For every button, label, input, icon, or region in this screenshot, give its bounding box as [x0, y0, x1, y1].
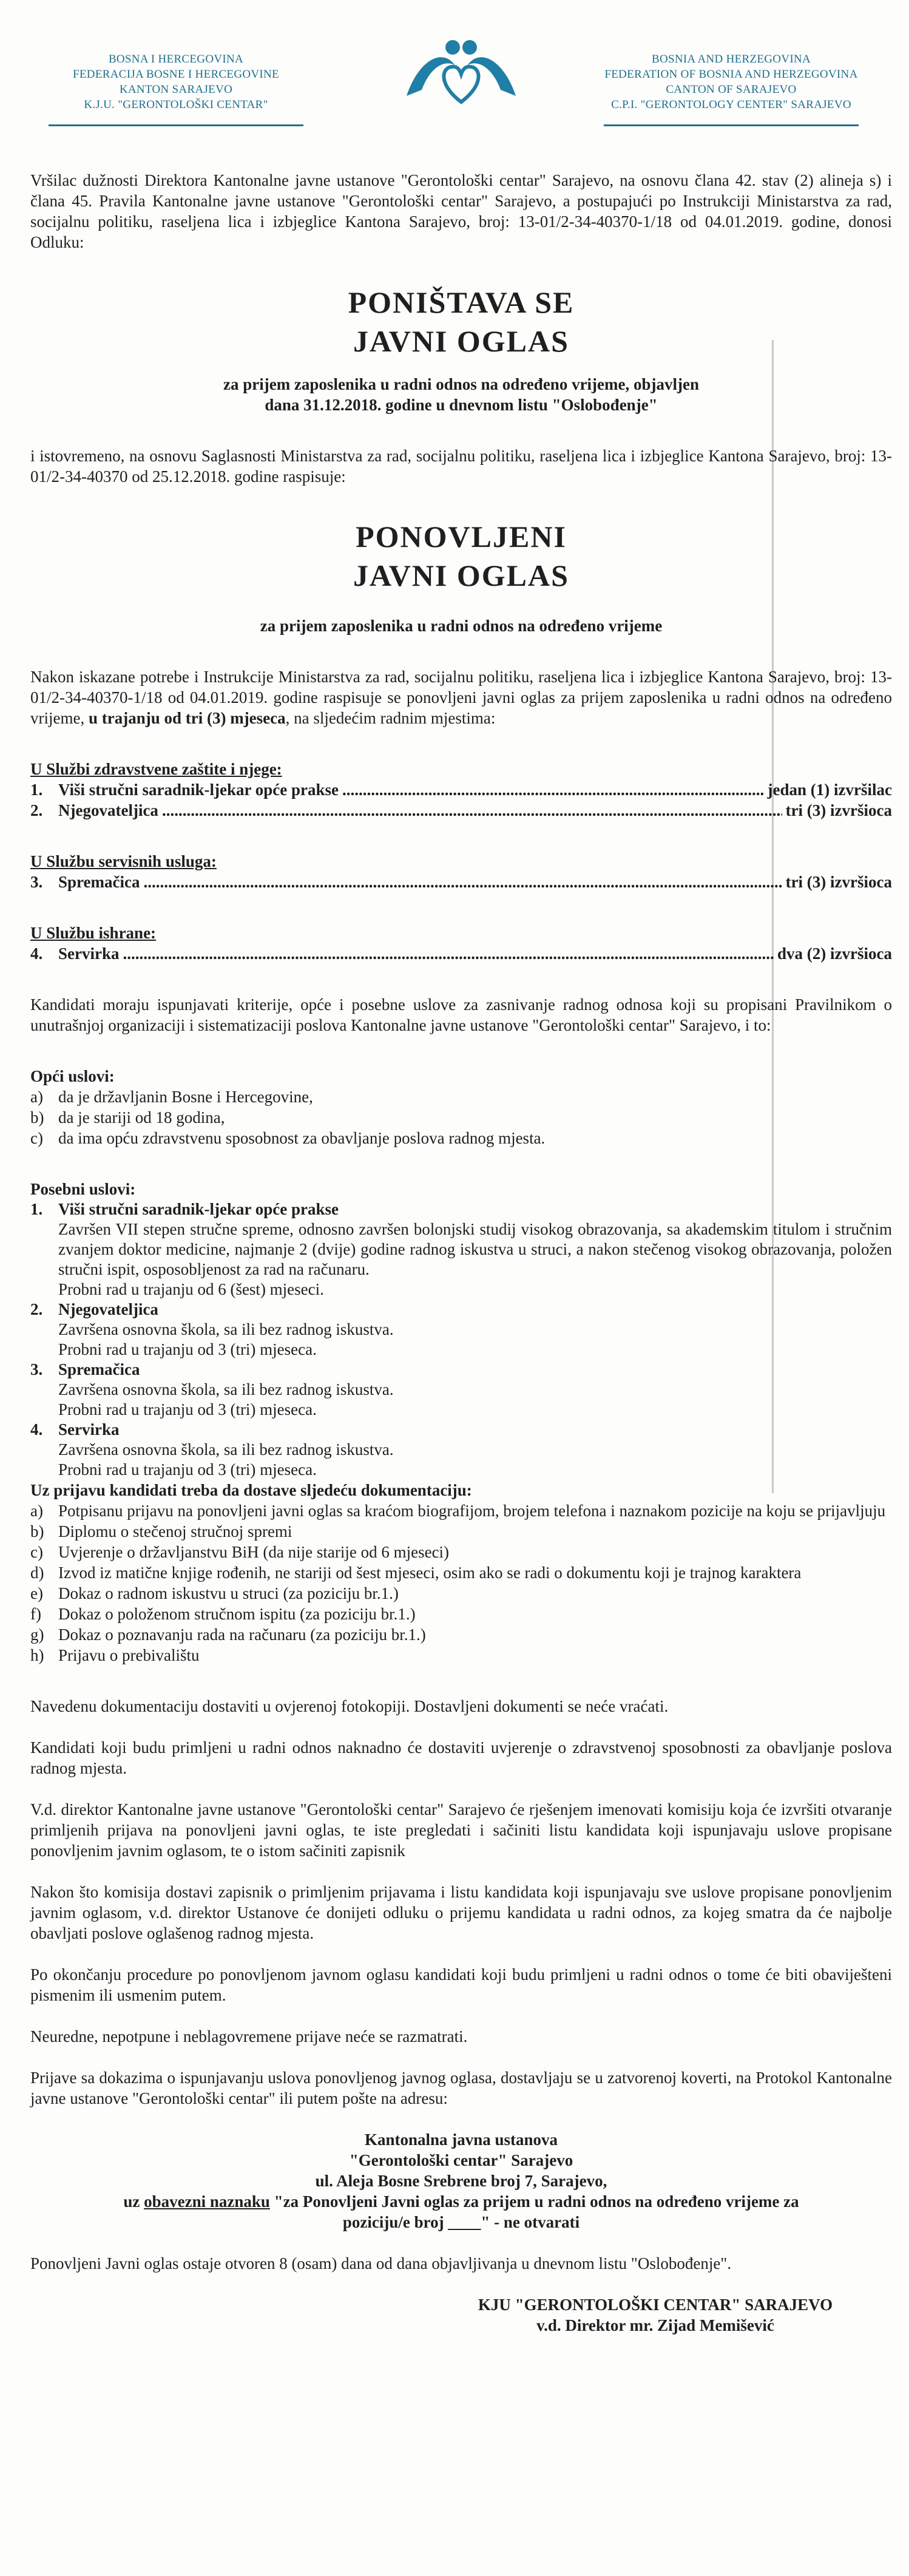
documents-label: Uz prijavu kandidati treba da dostave sljedeću dokumentaciju:	[30, 1481, 472, 1499]
special-condition-number: 4.	[30, 1420, 43, 1439]
letterhead-right-line: FEDERATION OF BOSNIA AND HERZEGOVINA	[604, 68, 858, 81]
list-item	[30, 1107, 892, 1128]
list-item-text: Dokaz o poznavanju rada na računaru (za poziciju br.1.)	[58, 1625, 426, 1644]
letterhead-right-line: CANTON OF SARAJEVO	[666, 83, 797, 96]
dot-leader	[123, 943, 774, 964]
position-title: Servirka	[58, 944, 120, 963]
dot-leader	[342, 779, 764, 800]
repeat-title-line2: JAVNI OGLAS	[353, 558, 569, 592]
special-condition-text: Probni rad u trajanju od 3 (tri) mjeseca.	[58, 1460, 317, 1479]
paragraph-submission: Prijave sa dokazima o ispunjavanju uslova ponovljenog javnog oglasa, dostavljaju se u zatvorenoj koverti, na Protokol Kantonalne javne ustanove "Gerontološki centar" ili putem pošte na adresu:	[30, 2069, 892, 2107]
list-item-key: c)	[30, 1543, 43, 1561]
position-count: jedan (1) izvršilac	[767, 781, 892, 799]
list-item-text: Izvod iz matične knjige rođenih, ne stariji od šest mjeseci, osim ako se radi o dokumentu koji je trajnog karaktera	[58, 1564, 802, 1582]
list-item-text: da ima opću zdravstvenu sposobnost za obavljanje poslova radnog mjesta.	[58, 1129, 546, 1147]
address-note-prefix: uz	[123, 2192, 144, 2211]
list-item	[30, 1562, 892, 1583]
address-note-rest: "za Ponovljeni Javni oglas za prijem u radni odnos na određeno vrijeme za	[269, 2192, 799, 2211]
letterhead-rule-left	[49, 124, 303, 126]
list-item-key: e)	[30, 1584, 43, 1602]
cancel-subtitle-line1: za prijem zaposlenika u radni odnos na određeno vrijeme, objavljen	[223, 375, 699, 393]
list-item-text: da je stariji od 18 godina,	[58, 1108, 225, 1127]
special-condition-item	[30, 1300, 892, 1360]
position-count: dva (2) izvršioca	[777, 944, 892, 963]
address-line: "Gerontološki centar" Sarajevo	[349, 2151, 573, 2169]
intro-paragraph: Vršilac dužnosti Direktora Kantonalne javne ustanove "Gerontološki centar" Sarajevo, na osnovu člana 42. stav (2) alineja s) i člana 45. Pravila Kantonalne javne ustanove "Gerontološki centar" Sarajevo, a postupajući po Instrukciji Ministarstva za rad, socijalnu politiku, raseljena lica i izbjeglice Kantona Sarajevo, broj: 13-01/2-34-40370-1/18 od 04.01.2019. godine, donosi Odluku:	[30, 171, 892, 251]
position-title: Njegovateljica	[58, 801, 158, 819]
list-item	[30, 1542, 892, 1562]
list-item	[30, 1645, 892, 1666]
cancel-title-line1: PONIŠTAVA SE	[348, 285, 575, 319]
cancel-subtitle-line2: dana 31.12.2018. godine u dnevnom listu "Oslobođenje"	[265, 396, 658, 414]
list-item-text: Prijavu o prebivalištu	[58, 1646, 200, 1664]
address-note-end: poziciju/e broj ____" - ne otvarati	[342, 2213, 580, 2231]
paragraph-health-certificate: Kandidati koji budu primljeni u radni odnos naknadno će dostaviti uvjerenje o zdravstvenoj sposobnosti za obavljanje poslova radnog mjesta.	[30, 1738, 892, 1777]
position-row	[30, 943, 892, 964]
position-title: Viši stručni saradnik-ljekar opće prakse	[58, 781, 339, 799]
special-condition-number: 2.	[30, 1300, 43, 1318]
list-item-key: a)	[30, 1502, 43, 1520]
list-item	[30, 1583, 892, 1604]
position-title: Spremačica	[58, 873, 140, 891]
list-item-text: Dokaz o radnom iskustvu u struci (za poziciju br.1.)	[58, 1584, 399, 1602]
position-number: 4.	[30, 944, 43, 963]
list-item	[30, 1086, 892, 1107]
letterhead-left-line: K.J.U. "GERONTOLOŠKI CENTAR"	[84, 98, 268, 111]
list-item	[30, 1500, 892, 1521]
paragraph-decision: Nakon što komisija dostavi zapisnik o primljenim prijavama i listu kandidata koji ispunjavaju sve uslove propisane ponovljenim javnim oglasom, v.d. direktor Ustanove će donijeti odluku o prijemu kandidata u radni odnos, za kojeg smatra da će najbolje obavljati poslove oglašenog radnog mjesta.	[30, 1883, 892, 1942]
address-line: Kantonalna javna ustanova	[364, 2130, 558, 2149]
list-item-key: b)	[30, 1108, 44, 1127]
signature-block	[30, 2294, 892, 2336]
intro2-paragraph: i istovremeno, na osnovu Saglasnosti Ministarstva za rad, socijalnu politiku, raseljena lica i izbjeglice Kantona Sarajevo, broj: 13-01/2-34-40370 od 25.12.2018. godine raspisuje:	[30, 447, 892, 486]
need-paragraph	[30, 666, 892, 728]
position-row	[30, 779, 892, 800]
position-number: 3.	[30, 873, 43, 891]
documents-list	[30, 1500, 892, 1666]
paragraph-copies: Navedenu dokumentaciju dostaviti u ovjerenoj fotokopiji. Dostavljeni dokumenti se neće vraćati.	[30, 1697, 669, 1715]
letterhead-left-line: FEDERACIJA BOSNE I HERCEGOVINE	[73, 68, 279, 81]
list-item-key: a)	[30, 1088, 43, 1106]
special-condition-number: 3.	[30, 1360, 43, 1378]
list-item	[30, 1521, 892, 1542]
document-content	[30, 0, 892, 2336]
list-item-text: Dokaz o položenom stručnom ispitu (za poziciju br.1.)	[58, 1605, 416, 1623]
list-item-text: Potpisanu prijavu na ponovljeni javni oglas sa kraćom biografijom, brojem telefona i naznakom pozicije na koju se prijavljuju	[58, 1502, 886, 1520]
list-item	[30, 1128, 892, 1148]
special-condition-title: Njegovateljica	[58, 1300, 158, 1318]
letterhead-right-line: C.P.I. "GERONTOLOGY CENTER" SARAJEVO	[611, 98, 851, 111]
position-number: 2.	[30, 801, 43, 819]
paragraph-commission: V.d. direktor Kantonalne javne ustanove "Gerontološki centar" Sarajevo će rješenjem imenovati komisiju koja će izvršiti otvaranje primljenih prijava na ponovljeni javni oglas, te iste pregledati i sačiniti listu kandidata koji ispunjavaju uslove propisane ponovljenim javnim oglasom, te o istom sačiniti zapisnik	[30, 1800, 892, 1860]
special-condition-number: 1.	[30, 1200, 43, 1218]
address-block	[30, 2129, 892, 2232]
special-condition-item	[30, 1199, 892, 1300]
address-note	[30, 2191, 892, 2212]
list-item-key: g)	[30, 1625, 44, 1644]
criteria-paragraph: Kandidati moraju ispunjavati kriterije, opće i posebne uslove za zasnivanje radnog odnosa koji su propisani Pravilnikom o unutrašnjoj organizaciji i sistematizaciji poslova Kantonalne javne ustanove "Gerontološki centar" Sarajevo, i to:	[30, 995, 892, 1034]
special-condition-text: Probni rad u trajanju od 3 (tri) mjeseca.	[58, 1400, 317, 1418]
address-line: ul. Aleja Bosne Srebrene broj 7, Sarajevo,	[315, 2172, 607, 2190]
letterhead-left-line: KANTON SARAJEVO	[119, 83, 233, 96]
list-item-key: f)	[30, 1605, 41, 1623]
section-title: U Službi zdravstvene zaštite i njege:	[30, 760, 282, 778]
letterhead-left	[30, 52, 322, 112]
position-row	[30, 800, 892, 821]
list-item	[30, 1624, 892, 1645]
section-title: U Službu servisnih usluga:	[30, 852, 217, 870]
section-title: U Službu ishrane:	[30, 924, 157, 942]
special-condition-item	[30, 1360, 892, 1420]
dot-leader	[143, 872, 782, 892]
special-condition-text: Završena osnovna škola, sa ili bez radnog iskustva.	[58, 1380, 394, 1398]
need-duration: u trajanju od tri (3) mjeseca	[88, 709, 286, 727]
list-item-text: Uvjerenje o državljanstvu BiH (da nije starije od 6 mjeseci)	[58, 1543, 450, 1561]
list-item	[30, 1604, 892, 1624]
special-condition-text: Završen VII stepen stručne spreme, odnosno završen bolonjski studij visokog obrazovanja, sa akademskim titulom i stručnim zvanjem doktor medicine, najmanje 2 (dvije) godine radnog iskustva u struci, a nakon stečenog visokog obrazovanja, položen stručni ispit, osposobljenost za rad na računaru.	[58, 1220, 892, 1278]
general-conditions-label: Opći uslovi:	[30, 1067, 115, 1085]
repeat-title-line1: PONOVLJENI	[356, 520, 567, 554]
letterhead-left-line: BOSNA I HERCEGOVINA	[108, 53, 244, 66]
position-number: 1.	[30, 781, 43, 799]
cancel-title-line2: JAVNI OGLAS	[353, 324, 569, 358]
special-condition-text: Probni rad u trajanju od 3 (tri) mjeseca.	[58, 1340, 317, 1358]
position-count: tri (3) izvršioca	[785, 873, 892, 891]
list-item-key: c)	[30, 1129, 43, 1147]
special-condition-title: Spremačica	[58, 1360, 140, 1378]
dot-leader	[162, 800, 782, 821]
letterhead-right	[586, 52, 877, 112]
general-conditions-list	[30, 1086, 892, 1148]
repeat-subtitle: za prijem zaposlenika u radni odnos na određeno vrijeme	[260, 617, 663, 635]
letterhead-rule-right	[604, 124, 859, 126]
signature-institution: KJU "GERONTOLOŠKI CENTAR" SARAJEVO	[478, 2296, 833, 2314]
list-item-key: h)	[30, 1646, 44, 1664]
list-item-key: b)	[30, 1522, 44, 1541]
special-condition-title: Servirka	[58, 1420, 120, 1439]
special-condition-text: Završena osnovna škola, sa ili bez radnog iskustva.	[58, 1440, 394, 1459]
need-text-c: , na sljedećim radnim mjestima:	[285, 709, 496, 727]
position-count: tri (3) izvršioca	[785, 801, 892, 819]
position-row	[30, 872, 892, 892]
special-conditions-list	[30, 1199, 892, 1480]
paragraph-irregular-applications: Neuredne, nepotpune i neblagovremene prijave neće se razmatrati.	[30, 2027, 468, 2046]
special-condition-text: Probni rad u trajanju od 6 (šest) mjeseci.	[58, 1280, 324, 1298]
special-conditions-label: Posebni uslovi:	[30, 1180, 136, 1198]
address-note-underlined: obavezni naznaku	[144, 2192, 270, 2211]
paragraph-notification: Po okončanju procedure po ponovljenom javnom oglasu kandidati koji budu primljeni u radni odnos o tome će biti obaviješteni pismenim ili usmenim putem.	[30, 1965, 892, 2004]
letterhead-right-line: BOSNIA AND HERZEGOVINA	[651, 53, 811, 66]
signature-director: v.d. Direktor mr. Zijad Memišević	[536, 2316, 774, 2334]
gerontology-center-logo	[394, 23, 528, 126]
special-condition-text: Završena osnovna škola, sa ili bez radnog iskustva.	[58, 1320, 394, 1338]
special-condition-item	[30, 1420, 892, 1480]
list-item-text: da je državljanin Bosne i Hercegovine,	[58, 1088, 313, 1106]
need-text-a: Nakon iskazane potrebe i Instrukcije Ministarstva za rad, socijalnu politiku, raseljena lica i izbjeglice Kantona Sarajevo, broj: 13-01/2-34-40370-1/18 od 04.01.2019. godine raspisuje se ponovljeni javni oglas za prijem zaposlenika u radni odnos na određeno vrijeme,	[30, 668, 892, 727]
open-duration-paragraph: Ponovljeni Javni oglas ostaje otvoren 8 (osam) dana od dana objavljivanja u dnevnom listu "Oslobođenje".	[30, 2254, 732, 2273]
list-item-text: Diplomu o stečenoj stručnoj spremi	[58, 1522, 292, 1541]
letterhead	[30, 0, 892, 140]
sections-list	[30, 759, 892, 964]
special-condition-title: Viši stručni saradnik-ljekar opće prakse	[58, 1200, 339, 1218]
list-item-key: d)	[30, 1564, 44, 1582]
